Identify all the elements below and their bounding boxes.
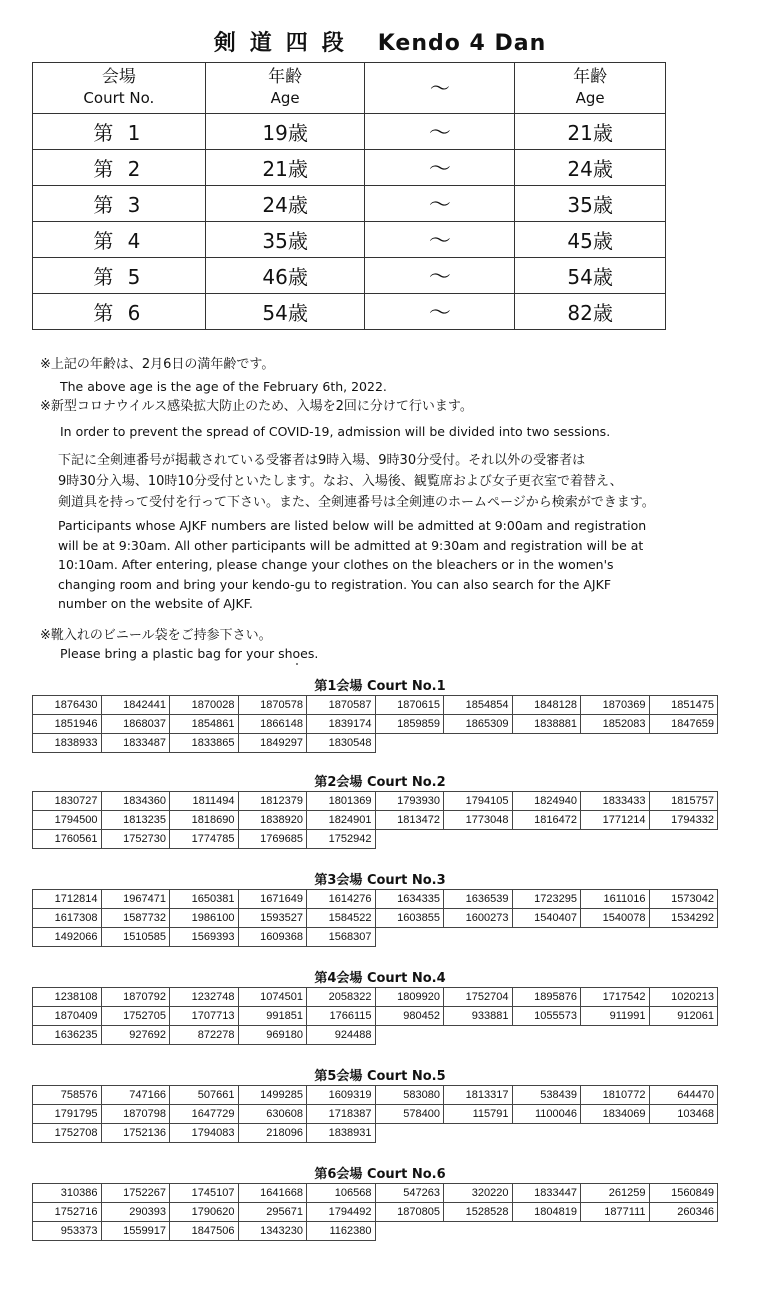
court-cell: 第 6 bbox=[33, 294, 206, 330]
ajkf-number-cell: 218096 bbox=[238, 1124, 307, 1143]
age-from-cell: 46歳 bbox=[205, 258, 365, 294]
ajkf-number-cell: 933881 bbox=[444, 1007, 513, 1026]
ajkf-number-cell: 927692 bbox=[101, 1026, 170, 1045]
ajkf-number-cell: 1812379 bbox=[238, 792, 307, 811]
age-table-header bbox=[33, 63, 666, 114]
ajkf-number-cell: 1847659 bbox=[649, 715, 718, 734]
empty-cell bbox=[375, 1124, 444, 1143]
ajkf-number-cell: 1584522 bbox=[307, 909, 376, 928]
table-row bbox=[33, 830, 718, 849]
ajkf-number-cell: 1609319 bbox=[307, 1086, 376, 1105]
ajkf-number-cell: 1794083 bbox=[170, 1124, 239, 1143]
empty-cell bbox=[375, 928, 444, 947]
shoes-jp: ※靴入れのビニール袋をご持参下さい。 bbox=[40, 628, 272, 643]
ajkf-number-cell: 1967471 bbox=[101, 890, 170, 909]
ajkf-number-cell: 1587732 bbox=[101, 909, 170, 928]
table-row bbox=[33, 909, 718, 928]
court-cell: 第 2 bbox=[33, 150, 206, 186]
ajkf-number-cell: 1752704 bbox=[444, 988, 513, 1007]
ajkf-number-cell: 1830548 bbox=[307, 734, 376, 753]
age-to-cell: 54歳 bbox=[515, 258, 666, 294]
ajkf-number-cell: 1650381 bbox=[170, 890, 239, 909]
ajkf-number-cell: 1540078 bbox=[581, 909, 650, 928]
ajkf-number-cell: 1617308 bbox=[33, 909, 102, 928]
court-number-table bbox=[32, 1085, 718, 1143]
ajkf-number-cell: 1801369 bbox=[307, 792, 376, 811]
ajkf-number-cell: 1866148 bbox=[238, 715, 307, 734]
court-number-table bbox=[32, 987, 718, 1045]
note-covid-en: In order to prevent the spread of COVID-19, admission will be divided into two sessions. bbox=[60, 424, 611, 439]
header-age-to: 年齢 Age bbox=[515, 63, 666, 114]
table-row bbox=[33, 1222, 718, 1241]
ajkf-number-cell: 1870028 bbox=[170, 696, 239, 715]
age-from-cell: 24歳 bbox=[205, 186, 365, 222]
ajkf-number-cell: 1774785 bbox=[170, 830, 239, 849]
ajkf-number-cell: 1876430 bbox=[33, 696, 102, 715]
ajkf-number-cell: 1870587 bbox=[307, 696, 376, 715]
ajkf-number-cell: 1534292 bbox=[649, 909, 718, 928]
instructions-jp-line: 剣道具を持って受付を行って下さい。また、全剣連番号は全剣連のホームページから検索ができます。 bbox=[58, 495, 655, 510]
ajkf-number-cell: 1752708 bbox=[33, 1124, 102, 1143]
court-title: 第6会場 Court No.6 bbox=[314, 1167, 446, 1182]
empty-cell bbox=[512, 1124, 581, 1143]
tilde-cell: ～ bbox=[365, 150, 515, 186]
age-from-cell: 21歳 bbox=[205, 150, 365, 186]
ajkf-number-cell: 1838920 bbox=[238, 811, 307, 830]
court-number-table bbox=[32, 889, 718, 947]
ajkf-number-cell: 1851946 bbox=[33, 715, 102, 734]
instructions-en bbox=[58, 516, 718, 614]
empty-cell bbox=[512, 1222, 581, 1241]
ajkf-number-cell: 1839174 bbox=[307, 715, 376, 734]
ajkf-number-cell: 1752716 bbox=[33, 1203, 102, 1222]
ajkf-number-cell: 1791795 bbox=[33, 1105, 102, 1124]
empty-cell bbox=[444, 734, 513, 753]
ajkf-number-cell: 991851 bbox=[238, 1007, 307, 1026]
table-row bbox=[33, 811, 718, 830]
ajkf-number-cell: 1641668 bbox=[238, 1184, 307, 1203]
age-row bbox=[33, 150, 666, 186]
ajkf-number-cell: 1100046 bbox=[512, 1105, 581, 1124]
table-row bbox=[33, 1105, 718, 1124]
ajkf-number-cell: 538439 bbox=[512, 1086, 581, 1105]
ajkf-number-cell: 1868037 bbox=[101, 715, 170, 734]
instructions-en-line: Participants whose AJKF numbers are listed below will be admitted at 9:00am and registration bbox=[58, 518, 647, 533]
title-en: Kendo 4 Dan bbox=[377, 31, 547, 56]
ajkf-number-cell: 1636235 bbox=[33, 1026, 102, 1045]
empty-cell bbox=[375, 1222, 444, 1241]
header-court: 会場 Court No. bbox=[33, 63, 206, 114]
ajkf-number-cell: 1833487 bbox=[101, 734, 170, 753]
ajkf-number-cell: 1811494 bbox=[170, 792, 239, 811]
table-row bbox=[33, 696, 718, 715]
ajkf-number-cell: 261259 bbox=[581, 1184, 650, 1203]
empty-cell bbox=[581, 1026, 650, 1045]
ajkf-number-cell: 1794332 bbox=[649, 811, 718, 830]
shoes-en: Please bring a plastic bag for your shoes. bbox=[60, 646, 319, 661]
age-row bbox=[33, 186, 666, 222]
ajkf-number-cell: 1794105 bbox=[444, 792, 513, 811]
note-age-jp: ※上記の年齢は、2月6日の満年齢です。 bbox=[40, 357, 275, 372]
ajkf-number-cell: 758576 bbox=[33, 1086, 102, 1105]
table-row bbox=[33, 1007, 718, 1026]
instructions-en-line: will be at 9:30am. All other participants will be admitted at 9:30am and registration will be at bbox=[58, 537, 644, 553]
ajkf-number-cell: 1870369 bbox=[581, 696, 650, 715]
ajkf-number-cell: 1870798 bbox=[101, 1105, 170, 1124]
empty-cell bbox=[581, 830, 650, 849]
age-to-cell: 45歳 bbox=[515, 222, 666, 258]
ajkf-number-cell: 1790620 bbox=[170, 1203, 239, 1222]
ajkf-number-cell: 1634335 bbox=[375, 890, 444, 909]
ajkf-number-cell: 1573042 bbox=[649, 890, 718, 909]
ajkf-number-cell: 1707713 bbox=[170, 1007, 239, 1026]
ajkf-number-cell: 924488 bbox=[307, 1026, 376, 1045]
empty-cell bbox=[649, 1026, 718, 1045]
ajkf-number-cell: 1568307 bbox=[307, 928, 376, 947]
ajkf-number-cell: 1752730 bbox=[101, 830, 170, 849]
ajkf-number-cell: 1162380 bbox=[307, 1222, 376, 1241]
empty-cell bbox=[649, 1222, 718, 1241]
speck-mark bbox=[296, 663, 298, 665]
ajkf-number-cell: 1609368 bbox=[238, 928, 307, 947]
ajkf-number-cell: 1986100 bbox=[170, 909, 239, 928]
empty-cell bbox=[444, 928, 513, 947]
court-title: 第3会場 Court No.3 bbox=[314, 873, 446, 888]
ajkf-number-cell: 1773048 bbox=[444, 811, 513, 830]
table-row bbox=[33, 928, 718, 947]
ajkf-number-cell: 1603855 bbox=[375, 909, 444, 928]
ajkf-number-cell: 1020213 bbox=[649, 988, 718, 1007]
empty-cell bbox=[444, 1124, 513, 1143]
ajkf-number-cell: 1818690 bbox=[170, 811, 239, 830]
ajkf-number-cell: 1870409 bbox=[33, 1007, 102, 1026]
ajkf-number-cell: 1238108 bbox=[33, 988, 102, 1007]
empty-cell bbox=[512, 734, 581, 753]
instructions-jp-line: 下記に全剣連番号が掲載されている受審者は9時入場、9時30分受付。それ以外の受審者は bbox=[58, 453, 586, 468]
table-row bbox=[33, 1184, 718, 1203]
ajkf-number-cell: 1851475 bbox=[649, 696, 718, 715]
ajkf-number-cell: 1499285 bbox=[238, 1086, 307, 1105]
age-to-cell: 82歳 bbox=[515, 294, 666, 330]
table-row bbox=[33, 792, 718, 811]
age-table bbox=[32, 62, 666, 330]
ajkf-number-cell: 1593527 bbox=[238, 909, 307, 928]
ajkf-number-cell: 1816472 bbox=[512, 811, 581, 830]
ajkf-number-cell: 980452 bbox=[375, 1007, 444, 1026]
ajkf-number-cell: 115791 bbox=[444, 1105, 513, 1124]
empty-cell bbox=[444, 830, 513, 849]
ajkf-number-cell: 872278 bbox=[170, 1026, 239, 1045]
court-cell: 第 4 bbox=[33, 222, 206, 258]
ajkf-number-cell: 106568 bbox=[307, 1184, 376, 1203]
court-cell: 第 5 bbox=[33, 258, 206, 294]
empty-cell bbox=[444, 1222, 513, 1241]
notes bbox=[40, 355, 740, 442]
empty-cell bbox=[375, 830, 444, 849]
ajkf-number-cell: 310386 bbox=[33, 1184, 102, 1203]
ajkf-number-cell: 103468 bbox=[649, 1105, 718, 1124]
table-row bbox=[33, 1026, 718, 1045]
empty-cell bbox=[581, 1124, 650, 1143]
age-to-cell: 35歳 bbox=[515, 186, 666, 222]
ajkf-number-cell: 1752942 bbox=[307, 830, 376, 849]
note-covid-jp: ※新型コロナウイルス感染拡大防止のため、入場を2回に分けて行います。 bbox=[40, 399, 473, 414]
ajkf-number-cell: 1895876 bbox=[512, 988, 581, 1007]
court-title: 第5会場 Court No.5 bbox=[314, 1069, 446, 1084]
ajkf-number-cell: 1830727 bbox=[33, 792, 102, 811]
ajkf-number-cell: 1769685 bbox=[238, 830, 307, 849]
ajkf-number-cell: 1232748 bbox=[170, 988, 239, 1007]
court-title: 第2会場 Court No.2 bbox=[314, 775, 446, 790]
ajkf-number-cell: 1760561 bbox=[33, 830, 102, 849]
age-from-cell: 19歳 bbox=[205, 114, 365, 150]
age-to-cell: 21歳 bbox=[515, 114, 666, 150]
shoes-note bbox=[40, 626, 740, 664]
ajkf-number-cell: 1813235 bbox=[101, 811, 170, 830]
ajkf-number-cell: 1752136 bbox=[101, 1124, 170, 1143]
table-row bbox=[33, 890, 718, 909]
ajkf-number-cell: 1833865 bbox=[170, 734, 239, 753]
note-age-en: The above age is the age of the February 6th, 2022. bbox=[60, 379, 387, 394]
ajkf-number-cell: 1723295 bbox=[512, 890, 581, 909]
court-cell: 第 3 bbox=[33, 186, 206, 222]
ajkf-number-cell: 1614276 bbox=[307, 890, 376, 909]
empty-cell bbox=[512, 1026, 581, 1045]
ajkf-number-cell: 912061 bbox=[649, 1007, 718, 1026]
ajkf-number-cell: 1343230 bbox=[238, 1222, 307, 1241]
ajkf-number-cell: 1611016 bbox=[581, 890, 650, 909]
ajkf-number-cell: 1870578 bbox=[238, 696, 307, 715]
ajkf-number-cell: 547263 bbox=[375, 1184, 444, 1203]
ajkf-number-cell: 1834360 bbox=[101, 792, 170, 811]
ajkf-number-cell: 1833433 bbox=[581, 792, 650, 811]
instructions-jp bbox=[58, 450, 748, 513]
ajkf-number-cell: 1810772 bbox=[581, 1086, 650, 1105]
empty-cell bbox=[581, 1222, 650, 1241]
tilde-cell: ～ bbox=[365, 294, 515, 330]
ajkf-number-cell: 1833447 bbox=[512, 1184, 581, 1203]
tilde-cell: ～ bbox=[365, 186, 515, 222]
empty-cell bbox=[649, 830, 718, 849]
ajkf-number-cell: 911991 bbox=[581, 1007, 650, 1026]
ajkf-number-cell: 1838931 bbox=[307, 1124, 376, 1143]
age-row bbox=[33, 258, 666, 294]
ajkf-number-cell: 1794492 bbox=[307, 1203, 376, 1222]
instructions-en-line: changing room and bring your kendo-gu to registration. You can also search for the AJKF bbox=[58, 576, 612, 592]
empty-cell bbox=[375, 1026, 444, 1045]
table-row bbox=[33, 715, 718, 734]
ajkf-number-cell: 630608 bbox=[238, 1105, 307, 1124]
ajkf-number-cell: 1809920 bbox=[375, 988, 444, 1007]
empty-cell bbox=[375, 734, 444, 753]
empty-cell bbox=[649, 734, 718, 753]
tilde-cell: ～ bbox=[365, 258, 515, 294]
empty-cell bbox=[581, 928, 650, 947]
ajkf-number-cell: 1569393 bbox=[170, 928, 239, 947]
instructions-en-line: number on the website of AJKF. bbox=[58, 596, 253, 611]
ajkf-number-cell: 1528528 bbox=[444, 1203, 513, 1222]
ajkf-number-cell: 1870792 bbox=[101, 988, 170, 1007]
ajkf-number-cell: 1492066 bbox=[33, 928, 102, 947]
ajkf-number-cell: 1824901 bbox=[307, 811, 376, 830]
age-row bbox=[33, 114, 666, 150]
ajkf-number-cell: 1718387 bbox=[307, 1105, 376, 1124]
ajkf-number-cell: 1849297 bbox=[238, 734, 307, 753]
ajkf-number-cell: 1838881 bbox=[512, 715, 581, 734]
ajkf-number-cell: 1842441 bbox=[101, 696, 170, 715]
age-from-cell: 35歳 bbox=[205, 222, 365, 258]
ajkf-number-cell: 1540407 bbox=[512, 909, 581, 928]
ajkf-number-cell: 1752705 bbox=[101, 1007, 170, 1026]
page-title bbox=[0, 26, 760, 57]
ajkf-number-cell: 1745107 bbox=[170, 1184, 239, 1203]
ajkf-number-cell: 1636539 bbox=[444, 890, 513, 909]
table-row bbox=[33, 988, 718, 1007]
ajkf-number-cell: 1854854 bbox=[444, 696, 513, 715]
ajkf-number-cell: 1074501 bbox=[238, 988, 307, 1007]
court-cell: 第 1 bbox=[33, 114, 206, 150]
court-number-table bbox=[32, 695, 718, 753]
ajkf-number-cell: 1838933 bbox=[33, 734, 102, 753]
ajkf-number-cell: 747166 bbox=[101, 1086, 170, 1105]
empty-cell bbox=[649, 1124, 718, 1143]
table-row bbox=[33, 1124, 718, 1143]
ajkf-number-cell: 953373 bbox=[33, 1222, 102, 1241]
court-title: 第4会場 Court No.4 bbox=[314, 971, 446, 986]
empty-cell bbox=[581, 734, 650, 753]
court-title: 第1会場 Court No.1 bbox=[314, 679, 446, 694]
ajkf-number-cell: 1560849 bbox=[649, 1184, 718, 1203]
ajkf-number-cell: 1712814 bbox=[33, 890, 102, 909]
age-row bbox=[33, 222, 666, 258]
ajkf-number-cell: 1870805 bbox=[375, 1203, 444, 1222]
header-age-from: 年齢 Age bbox=[205, 63, 365, 114]
table-row bbox=[33, 734, 718, 753]
age-row bbox=[33, 294, 666, 330]
ajkf-number-cell: 1848128 bbox=[512, 696, 581, 715]
ajkf-number-cell: 1834069 bbox=[581, 1105, 650, 1124]
instructions-jp-line: 9時30分入場、10時10分受付といたします。なお、入場後、観覧席および女子更衣室で着替え、 bbox=[58, 474, 623, 489]
tilde-cell: ～ bbox=[365, 114, 515, 150]
ajkf-number-cell: 1804819 bbox=[512, 1203, 581, 1222]
ajkf-number-cell: 1766115 bbox=[307, 1007, 376, 1026]
ajkf-number-cell: 1877111 bbox=[581, 1203, 650, 1222]
ajkf-number-cell: 969180 bbox=[238, 1026, 307, 1045]
ajkf-number-cell: 644470 bbox=[649, 1086, 718, 1105]
ajkf-number-cell: 1510585 bbox=[101, 928, 170, 947]
ajkf-number-cell: 1824940 bbox=[512, 792, 581, 811]
instructions-en-line: 10:10am. After entering, please change your clothes on the bleachers or in the women's bbox=[58, 557, 614, 572]
ajkf-number-cell: 1865309 bbox=[444, 715, 513, 734]
ajkf-number-cell: 583080 bbox=[375, 1086, 444, 1105]
ajkf-number-cell: 578400 bbox=[375, 1105, 444, 1124]
empty-cell bbox=[649, 928, 718, 947]
ajkf-number-cell: 1859859 bbox=[375, 715, 444, 734]
ajkf-number-cell: 295671 bbox=[238, 1203, 307, 1222]
ajkf-number-cell: 260346 bbox=[649, 1203, 718, 1222]
ajkf-number-cell: 1813472 bbox=[375, 811, 444, 830]
ajkf-number-cell: 1847506 bbox=[170, 1222, 239, 1241]
table-row bbox=[33, 1086, 718, 1105]
ajkf-number-cell: 1752267 bbox=[101, 1184, 170, 1203]
ajkf-number-cell: 507661 bbox=[170, 1086, 239, 1105]
empty-cell bbox=[444, 1026, 513, 1045]
tilde-cell: ～ bbox=[365, 222, 515, 258]
court-number-table bbox=[32, 1183, 718, 1241]
ajkf-number-cell: 1854861 bbox=[170, 715, 239, 734]
age-from-cell: 54歳 bbox=[205, 294, 365, 330]
table-row bbox=[33, 1203, 718, 1222]
court-number-table bbox=[32, 791, 718, 849]
title-jp: 剣道四段 bbox=[213, 31, 358, 56]
ajkf-number-cell: 1647729 bbox=[170, 1105, 239, 1124]
header-tilde: ～ bbox=[365, 63, 515, 114]
ajkf-number-cell: 1771214 bbox=[581, 811, 650, 830]
ajkf-number-cell: 1559917 bbox=[101, 1222, 170, 1241]
empty-cell bbox=[512, 928, 581, 947]
empty-cell bbox=[512, 830, 581, 849]
ajkf-number-cell: 320220 bbox=[444, 1184, 513, 1203]
ajkf-number-cell: 1815757 bbox=[649, 792, 718, 811]
ajkf-number-cell: 1717542 bbox=[581, 988, 650, 1007]
ajkf-number-cell: 1671649 bbox=[238, 890, 307, 909]
age-to-cell: 24歳 bbox=[515, 150, 666, 186]
ajkf-number-cell: 1852083 bbox=[581, 715, 650, 734]
ajkf-number-cell: 290393 bbox=[101, 1203, 170, 1222]
ajkf-number-cell: 1793930 bbox=[375, 792, 444, 811]
ajkf-number-cell: 1600273 bbox=[444, 909, 513, 928]
ajkf-number-cell: 2058322 bbox=[307, 988, 376, 1007]
ajkf-number-cell: 1794500 bbox=[33, 811, 102, 830]
ajkf-number-cell: 1055573 bbox=[512, 1007, 581, 1026]
ajkf-number-cell: 1870615 bbox=[375, 696, 444, 715]
ajkf-number-cell: 1813317 bbox=[444, 1086, 513, 1105]
